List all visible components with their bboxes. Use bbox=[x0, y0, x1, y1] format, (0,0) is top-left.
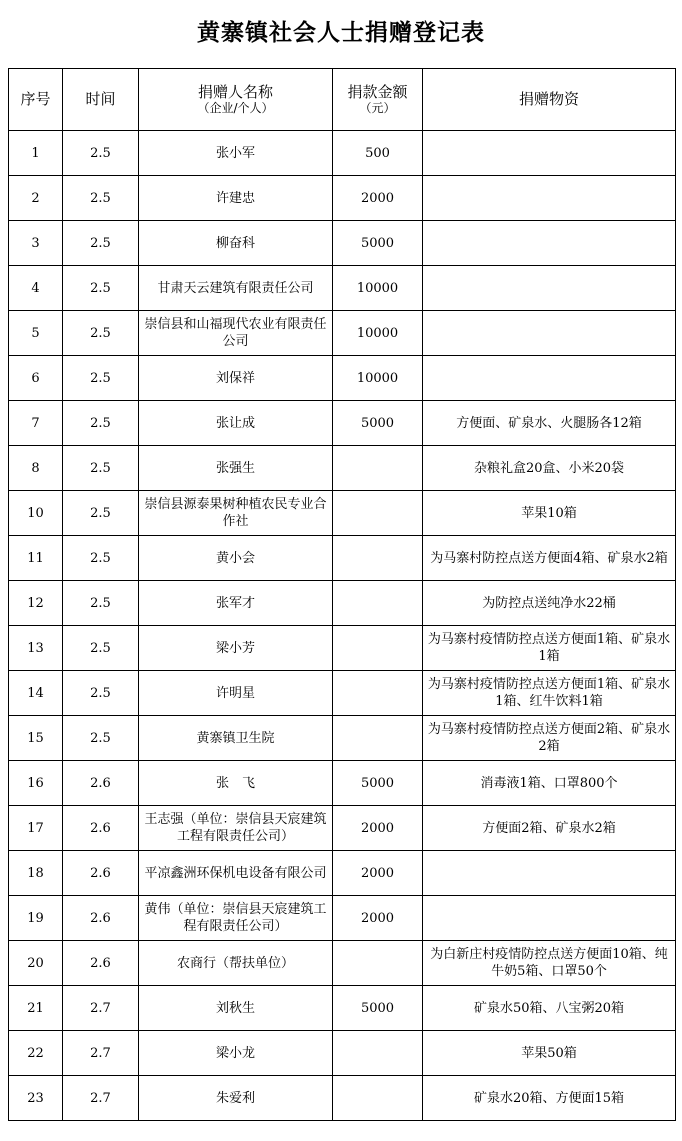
cell-donor: 梁小芳 bbox=[139, 626, 333, 671]
cell-goods: 为马寨村疫情防控点送方便面1箱、矿泉水1箱、红牛饮料1箱 bbox=[423, 671, 676, 716]
cell-date: 2.7 bbox=[63, 986, 139, 1031]
cell-goods: 为马寨村防控点送方便面4箱、矿泉水2箱 bbox=[423, 536, 676, 581]
cell-no: 18 bbox=[9, 851, 63, 896]
cell-donor: 朱爱利 bbox=[139, 1076, 333, 1121]
cell-date: 2.5 bbox=[63, 176, 139, 221]
cell-amount bbox=[333, 941, 423, 986]
cell-amount: 500 bbox=[333, 131, 423, 176]
header-goods: 捐赠物资 bbox=[423, 69, 676, 131]
cell-goods bbox=[423, 896, 676, 941]
cell-no: 13 bbox=[9, 626, 63, 671]
cell-date: 2.5 bbox=[63, 446, 139, 491]
table-row bbox=[9, 626, 676, 671]
cell-goods: 矿泉水20箱、方便面15箱 bbox=[423, 1076, 676, 1121]
cell-date: 2.6 bbox=[63, 806, 139, 851]
donation-table bbox=[8, 68, 676, 1121]
cell-date: 2.6 bbox=[63, 896, 139, 941]
cell-no: 21 bbox=[9, 986, 63, 1031]
cell-amount: 5000 bbox=[333, 986, 423, 1031]
cell-goods bbox=[423, 266, 676, 311]
cell-amount bbox=[333, 536, 423, 581]
cell-no: 6 bbox=[9, 356, 63, 401]
cell-no: 2 bbox=[9, 176, 63, 221]
cell-goods bbox=[423, 356, 676, 401]
cell-no: 16 bbox=[9, 761, 63, 806]
cell-no: 20 bbox=[9, 941, 63, 986]
cell-goods bbox=[423, 851, 676, 896]
table-row bbox=[9, 356, 676, 401]
cell-no: 1 bbox=[9, 131, 63, 176]
cell-amount: 10000 bbox=[333, 311, 423, 356]
header-donor bbox=[139, 69, 333, 131]
cell-donor: 农商行（帮扶单位） bbox=[139, 941, 333, 986]
cell-donor: 平凉鑫洲环保机电设备有限公司 bbox=[139, 851, 333, 896]
table-row bbox=[9, 941, 676, 986]
cell-donor: 刘保祥 bbox=[139, 356, 333, 401]
cell-date: 2.5 bbox=[63, 671, 139, 716]
cell-amount: 2000 bbox=[333, 851, 423, 896]
header-amount-sub: （元） bbox=[359, 101, 396, 115]
header-date: 时间 bbox=[63, 69, 139, 131]
table-row bbox=[9, 851, 676, 896]
cell-donor: 甘肃天云建筑有限责任公司 bbox=[139, 266, 333, 311]
cell-goods bbox=[423, 311, 676, 356]
cell-amount bbox=[333, 671, 423, 716]
cell-no: 19 bbox=[9, 896, 63, 941]
cell-amount: 2000 bbox=[333, 176, 423, 221]
table-row bbox=[9, 266, 676, 311]
cell-donor: 许明星 bbox=[139, 671, 333, 716]
cell-goods: 为马寨村疫情防控点送方便面2箱、矿泉水2箱 bbox=[423, 716, 676, 761]
cell-amount: 10000 bbox=[333, 356, 423, 401]
table-row bbox=[9, 131, 676, 176]
cell-donor: 许建忠 bbox=[139, 176, 333, 221]
cell-no: 22 bbox=[9, 1031, 63, 1076]
table-row bbox=[9, 221, 676, 266]
table-row bbox=[9, 176, 676, 221]
cell-amount: 2000 bbox=[333, 806, 423, 851]
cell-donor: 张让成 bbox=[139, 401, 333, 446]
table-row bbox=[9, 671, 676, 716]
cell-date: 2.6 bbox=[63, 941, 139, 986]
cell-no: 14 bbox=[9, 671, 63, 716]
cell-date: 2.5 bbox=[63, 716, 139, 761]
table-row bbox=[9, 986, 676, 1031]
cell-no: 4 bbox=[9, 266, 63, 311]
cell-goods bbox=[423, 221, 676, 266]
cell-amount: 5000 bbox=[333, 221, 423, 266]
page-title: 黄寨镇社会人士捐赠登记表 bbox=[197, 19, 485, 46]
cell-goods: 苹果10箱 bbox=[423, 491, 676, 536]
cell-donor: 柳奋科 bbox=[139, 221, 333, 266]
header-amount-label: 捐款金额 bbox=[347, 83, 408, 101]
header-amount bbox=[333, 69, 423, 131]
table-row bbox=[9, 1076, 676, 1121]
cell-goods: 方便面、矿泉水、火腿肠各12箱 bbox=[423, 401, 676, 446]
cell-donor: 张 飞 bbox=[139, 761, 333, 806]
cell-amount: 2000 bbox=[333, 896, 423, 941]
header-donor-sub: （企业/个人） bbox=[197, 101, 274, 115]
table-row bbox=[9, 761, 676, 806]
cell-goods: 为马寨村疫情防控点送方便面1箱、矿泉水1箱 bbox=[423, 626, 676, 671]
table-row bbox=[9, 446, 676, 491]
table-row bbox=[9, 581, 676, 626]
cell-amount bbox=[333, 446, 423, 491]
cell-no: 12 bbox=[9, 581, 63, 626]
cell-donor: 张强生 bbox=[139, 446, 333, 491]
table-header-row bbox=[9, 69, 676, 131]
cell-donor: 崇信县和山福现代农业有限责任公司 bbox=[139, 311, 333, 356]
table-row bbox=[9, 311, 676, 356]
cell-goods: 消毒液1箱、口罩800个 bbox=[423, 761, 676, 806]
cell-goods bbox=[423, 131, 676, 176]
cell-date: 2.5 bbox=[63, 221, 139, 266]
cell-no: 17 bbox=[9, 806, 63, 851]
cell-date: 2.7 bbox=[63, 1031, 139, 1076]
cell-amount: 5000 bbox=[333, 401, 423, 446]
header-no: 序号 bbox=[9, 69, 63, 131]
cell-date: 2.5 bbox=[63, 131, 139, 176]
cell-amount bbox=[333, 491, 423, 536]
cell-date: 2.5 bbox=[63, 356, 139, 401]
cell-amount bbox=[333, 1031, 423, 1076]
cell-goods: 方便面2箱、矿泉水2箱 bbox=[423, 806, 676, 851]
cell-date: 2.5 bbox=[63, 491, 139, 536]
cell-no: 15 bbox=[9, 716, 63, 761]
cell-goods: 为防控点送纯净水22桶 bbox=[423, 581, 676, 626]
cell-date: 2.5 bbox=[63, 311, 139, 356]
table-row bbox=[9, 536, 676, 581]
cell-donor: 黄伟（单位：崇信县天宸建筑工程有限责任公司） bbox=[139, 896, 333, 941]
cell-no: 10 bbox=[9, 491, 63, 536]
cell-donor: 刘秋生 bbox=[139, 986, 333, 1031]
cell-donor: 黄寨镇卫生院 bbox=[139, 716, 333, 761]
cell-no: 8 bbox=[9, 446, 63, 491]
cell-no: 11 bbox=[9, 536, 63, 581]
cell-date: 2.5 bbox=[63, 401, 139, 446]
table-row bbox=[9, 491, 676, 536]
cell-no: 3 bbox=[9, 221, 63, 266]
cell-no: 23 bbox=[9, 1076, 63, 1121]
cell-donor: 黄小会 bbox=[139, 536, 333, 581]
cell-donor: 张军才 bbox=[139, 581, 333, 626]
cell-date: 2.5 bbox=[63, 626, 139, 671]
cell-goods: 苹果50箱 bbox=[423, 1031, 676, 1076]
cell-no: 5 bbox=[9, 311, 63, 356]
cell-date: 2.5 bbox=[63, 266, 139, 311]
table-row bbox=[9, 716, 676, 761]
header-donor-label: 捐赠人名称 bbox=[197, 83, 273, 101]
cell-amount bbox=[333, 716, 423, 761]
cell-goods bbox=[423, 176, 676, 221]
cell-date: 2.5 bbox=[63, 581, 139, 626]
cell-goods: 为白新庄村疫情防控点送方便面10箱、纯牛奶5箱、口罩50个 bbox=[423, 941, 676, 986]
cell-date: 2.6 bbox=[63, 851, 139, 896]
cell-date: 2.6 bbox=[63, 761, 139, 806]
table-row bbox=[9, 806, 676, 851]
cell-goods: 杂粮礼盒20盒、小米20袋 bbox=[423, 446, 676, 491]
cell-donor: 崇信县源泰果树种植农民专业合作社 bbox=[139, 491, 333, 536]
cell-date: 2.7 bbox=[63, 1076, 139, 1121]
cell-amount bbox=[333, 581, 423, 626]
cell-goods: 矿泉水50箱、八宝粥20箱 bbox=[423, 986, 676, 1031]
cell-donor: 张小军 bbox=[139, 131, 333, 176]
table-row bbox=[9, 401, 676, 446]
cell-amount bbox=[333, 1076, 423, 1121]
cell-date: 2.5 bbox=[63, 536, 139, 581]
cell-amount: 10000 bbox=[333, 266, 423, 311]
cell-amount bbox=[333, 626, 423, 671]
table-row bbox=[9, 896, 676, 941]
cell-donor: 梁小龙 bbox=[139, 1031, 333, 1076]
cell-amount: 5000 bbox=[333, 761, 423, 806]
table-row bbox=[9, 1031, 676, 1076]
cell-donor: 王志强（单位：崇信县天宸建筑工程有限责任公司） bbox=[139, 806, 333, 851]
cell-no: 7 bbox=[9, 401, 63, 446]
